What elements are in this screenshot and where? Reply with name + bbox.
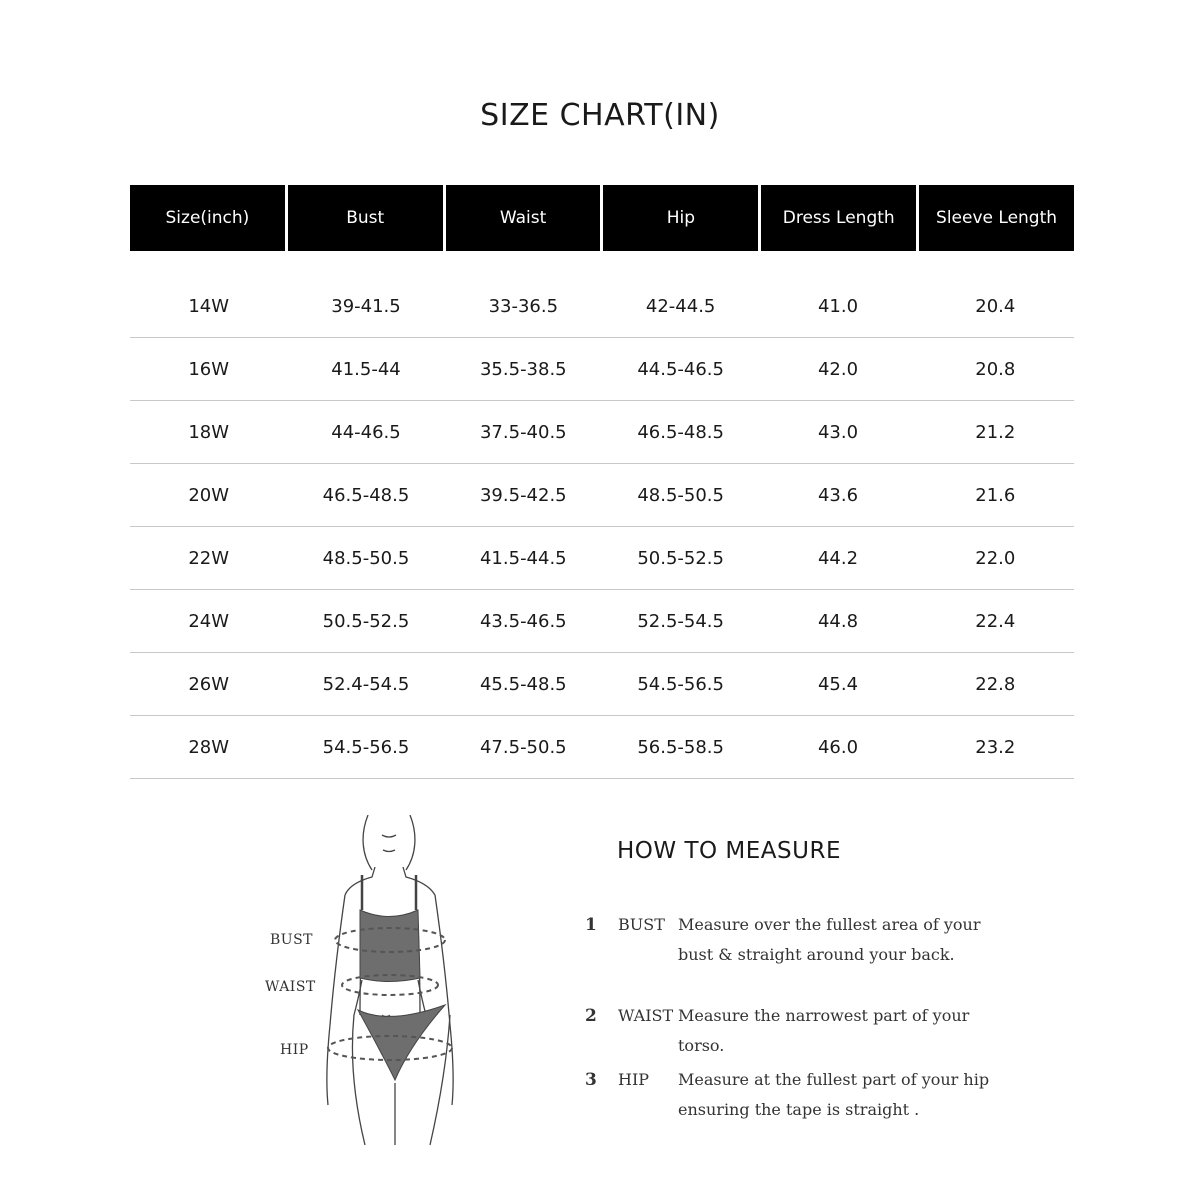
cell-waist: 35.5-38.5 [479, 358, 567, 380]
table-row [130, 338, 1074, 401]
step-label: HIP [618, 1070, 650, 1089]
cell-dress-length: 42.0 [817, 358, 859, 380]
table-row [130, 716, 1074, 779]
cell-sleeve-length: 22.4 [975, 610, 1016, 632]
table-row [130, 275, 1074, 338]
cell-size: 22W [188, 547, 230, 569]
step-label: BUST [618, 915, 665, 934]
measurement-figure [250, 815, 480, 1155]
cell-dress-length: 44.2 [817, 547, 859, 569]
header-hip: Hip [603, 185, 758, 251]
cell-waist: 37.5-40.5 [479, 421, 567, 443]
header-sleeve-length: Sleeve Length [919, 185, 1074, 251]
cell-sleeve-length: 20.8 [975, 358, 1016, 380]
cell-hip: 56.5-58.5 [637, 736, 724, 758]
cell-size: 16W [188, 358, 230, 380]
cell-dress-length: 43.6 [817, 484, 859, 506]
step-label: WAIST [618, 1006, 674, 1025]
cell-waist: 39.5-42.5 [479, 484, 567, 506]
cell-waist: 41.5-44.5 [479, 547, 567, 569]
cell-size: 26W [188, 673, 230, 695]
cell-hip: 54.5-56.5 [637, 673, 724, 695]
step-text: Measure the narrowest part of your torso. [678, 1006, 970, 1055]
cell-hip: 42-44.5 [645, 295, 716, 317]
cell-bust: 39-41.5 [331, 295, 401, 317]
cell-waist: 45.5-48.5 [479, 673, 567, 695]
cell-dress-length: 44.8 [817, 610, 859, 632]
cell-bust: 50.5-52.5 [322, 610, 410, 632]
cell-dress-length: 43.0 [817, 421, 859, 443]
waist-label: WAIST [265, 979, 316, 995]
cell-size: 20W [188, 484, 230, 506]
cell-size: 24W [188, 610, 230, 632]
page-title: SIZE CHART(IN) [480, 98, 720, 133]
cell-hip: 44.5-46.5 [637, 358, 724, 380]
step-number: 3 [585, 1070, 597, 1090]
cell-hip: 46.5-48.5 [637, 421, 724, 443]
cell-waist: 47.5-50.5 [479, 736, 567, 758]
cell-sleeve-length: 22.8 [975, 673, 1016, 695]
size-table-body [130, 275, 1074, 779]
cell-bust: 46.5-48.5 [322, 484, 410, 506]
how-to-measure-title: HOW TO MEASURE [617, 838, 841, 864]
table-row [130, 464, 1074, 527]
header-dress-length: Dress Length [761, 185, 916, 251]
header-bust: Bust [288, 185, 443, 251]
table-header [130, 185, 1074, 251]
step-text: Measure at the fullest part of your hip ensuring the tape is straight . [678, 1070, 990, 1119]
step-number: 1 [585, 915, 597, 935]
cell-bust: 54.5-56.5 [322, 736, 410, 758]
cell-waist: 33-36.5 [488, 295, 559, 317]
cell-sleeve-length: 20.4 [975, 295, 1016, 317]
cell-bust: 41.5-44 [331, 358, 401, 380]
cell-hip: 50.5-52.5 [637, 547, 724, 569]
bust-label: BUST [270, 932, 314, 948]
cell-hip: 48.5-50.5 [637, 484, 724, 506]
cell-sleeve-length: 21.6 [975, 484, 1016, 506]
cell-sleeve-length: 23.2 [975, 736, 1016, 758]
step-text: Measure over the fullest area of your bust & straight around your back. [678, 915, 981, 964]
table-row [130, 590, 1074, 653]
cell-dress-length: 46.0 [817, 736, 859, 758]
table-row [130, 401, 1074, 464]
cell-dress-length: 45.4 [817, 673, 859, 695]
table-row [130, 527, 1074, 590]
cell-size: 14W [188, 295, 230, 317]
cell-bust: 52.4-54.5 [322, 673, 410, 695]
header-size: Size(inch) [130, 185, 285, 251]
cell-hip: 52.5-54.5 [637, 610, 724, 632]
step-number: 2 [585, 1006, 597, 1026]
hip-label: HIP [280, 1042, 309, 1058]
cell-waist: 43.5-46.5 [479, 610, 567, 632]
cell-bust: 48.5-50.5 [322, 547, 410, 569]
header-waist: Waist [446, 185, 601, 251]
table-row [130, 653, 1074, 716]
cell-dress-length: 41.0 [817, 295, 859, 317]
cell-size: 28W [188, 736, 230, 758]
cell-sleeve-length: 22.0 [975, 547, 1016, 569]
cell-bust: 44-46.5 [331, 421, 401, 443]
cell-size: 18W [188, 421, 230, 443]
cell-sleeve-length: 21.2 [975, 421, 1016, 443]
